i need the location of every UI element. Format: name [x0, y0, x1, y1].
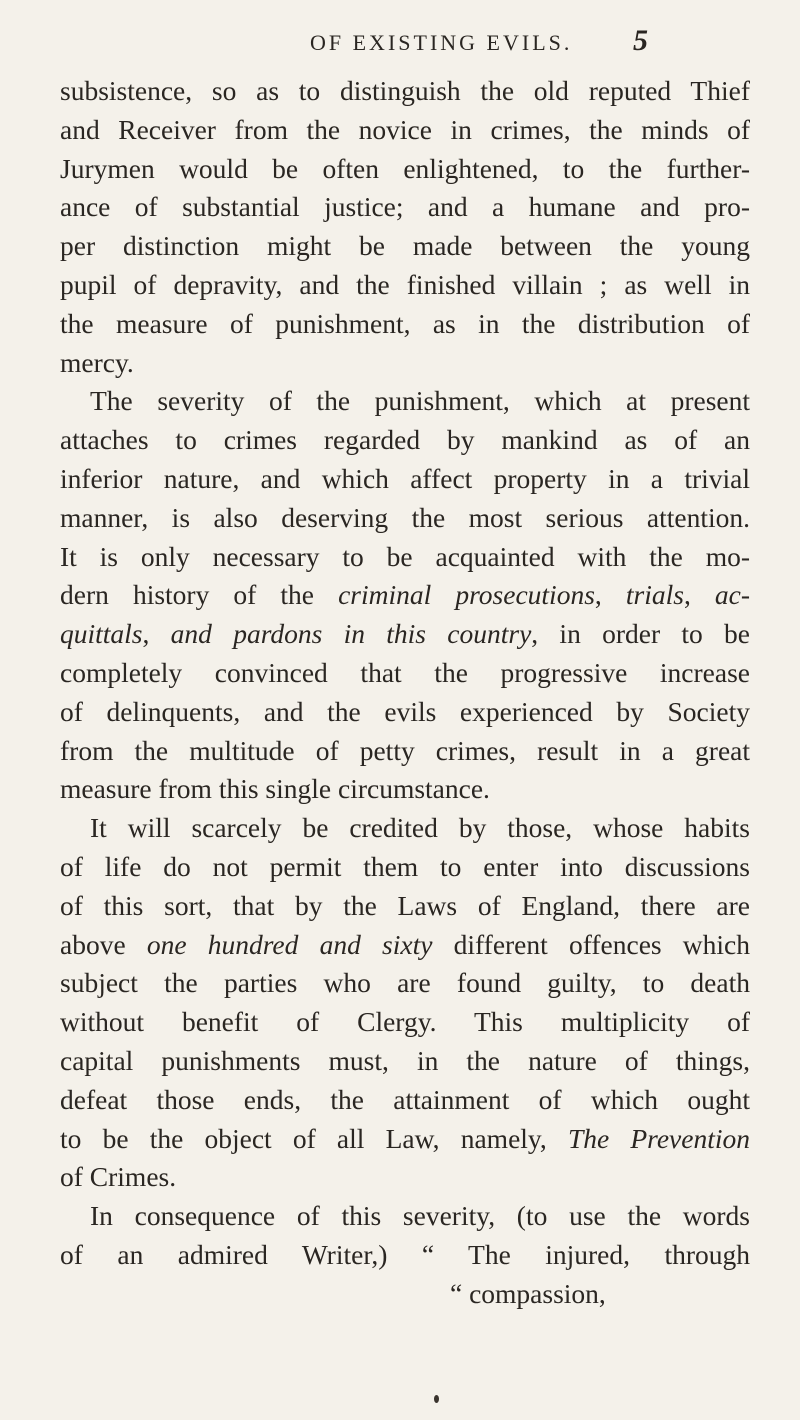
text-line: of life do not permit them to enter into discussions	[60, 850, 750, 882]
text-line: pupil of depravity, and the finished villain ; as well in	[60, 268, 750, 300]
running-head	[250, 22, 650, 58]
text-line: ance of substantial justice; and a humane and pro-	[60, 191, 750, 223]
text-line	[60, 926, 750, 965]
page-number: 5	[633, 24, 648, 57]
italic-phrase: The Prevention	[567, 1122, 750, 1154]
running-title: OF EXISTING EVILS.	[310, 30, 573, 55]
text-line: of an admired Writer,) “ The injured, through	[60, 1238, 750, 1270]
text-line: manner, is also deserving the most serious attention.	[60, 501, 750, 533]
text-run: different offences which	[432, 928, 750, 960]
text-line	[60, 576, 750, 615]
text-line: subsistence, so as to distinguish the old reputed Thief	[60, 75, 750, 106]
italic-phrase: trials	[625, 579, 684, 611]
italic-phrase: quittals	[60, 618, 143, 650]
text-line: completely convinced that the progressive increase	[60, 656, 750, 688]
text-line: and Receiver from the novice in crimes, the minds of	[60, 113, 750, 145]
text-line	[60, 615, 750, 654]
text-run: dern history of the	[60, 579, 339, 611]
text-line: per distinction might be made between the young	[60, 230, 750, 262]
text-line: subject the parties who are found guilty, to death	[60, 967, 750, 999]
text-line: The severity of the punishment, which at present	[90, 385, 750, 417]
italic-phrase: one hundred and sixty	[146, 928, 433, 960]
text-run: ,	[683, 579, 715, 611]
text-run: to be the object of all Law, namely,	[60, 1122, 568, 1154]
text-line: the measure of punishment, as in the distribution of	[60, 307, 750, 339]
text-line: of this sort, that by the Laws of England, there are	[60, 889, 750, 921]
text-line: In consequence of this severity, (to use the words	[90, 1200, 750, 1232]
text-line: without benefit of Clergy. This multiplicity of	[60, 1006, 750, 1038]
text-line: attaches to crimes regarded by mankind as of an	[60, 424, 750, 456]
printer-mark	[434, 1395, 439, 1403]
text-line: inferior nature, and which affect property in a trivial	[60, 462, 750, 494]
text-run: above	[60, 928, 147, 960]
text-line: of Crimes.	[60, 1161, 177, 1193]
text-line	[60, 1120, 750, 1159]
italic-phrase: and pardons in this country	[170, 618, 532, 650]
italic-phrase: criminal prosecutions	[338, 579, 595, 611]
text-run: ,	[594, 579, 626, 611]
text-line: measure from this single circumstance.	[60, 773, 490, 805]
catchword: “ compassion,	[450, 1277, 606, 1309]
text-line: of delinquents, and the evils experienced by Society	[60, 695, 750, 727]
text-line: defeat those ends, the attainment of which ought	[60, 1083, 750, 1115]
text-run: , in order to be	[531, 618, 750, 650]
body-text	[60, 72, 750, 1314]
text-run: ,	[142, 618, 171, 650]
text-line: mercy.	[60, 346, 134, 378]
text-line: It will scarcely be credited by those, whose habits	[90, 812, 750, 844]
text-line: from the multitude of petty crimes, result in a great	[60, 734, 750, 766]
text-line: Jurymen would be often enlightened, to the further-	[60, 152, 750, 184]
italic-phrase: ac-	[714, 579, 750, 611]
text-line: It is only necessary to be acquainted with the mo-	[60, 540, 750, 572]
text-line: capital punishments must, in the nature of things,	[60, 1044, 750, 1076]
